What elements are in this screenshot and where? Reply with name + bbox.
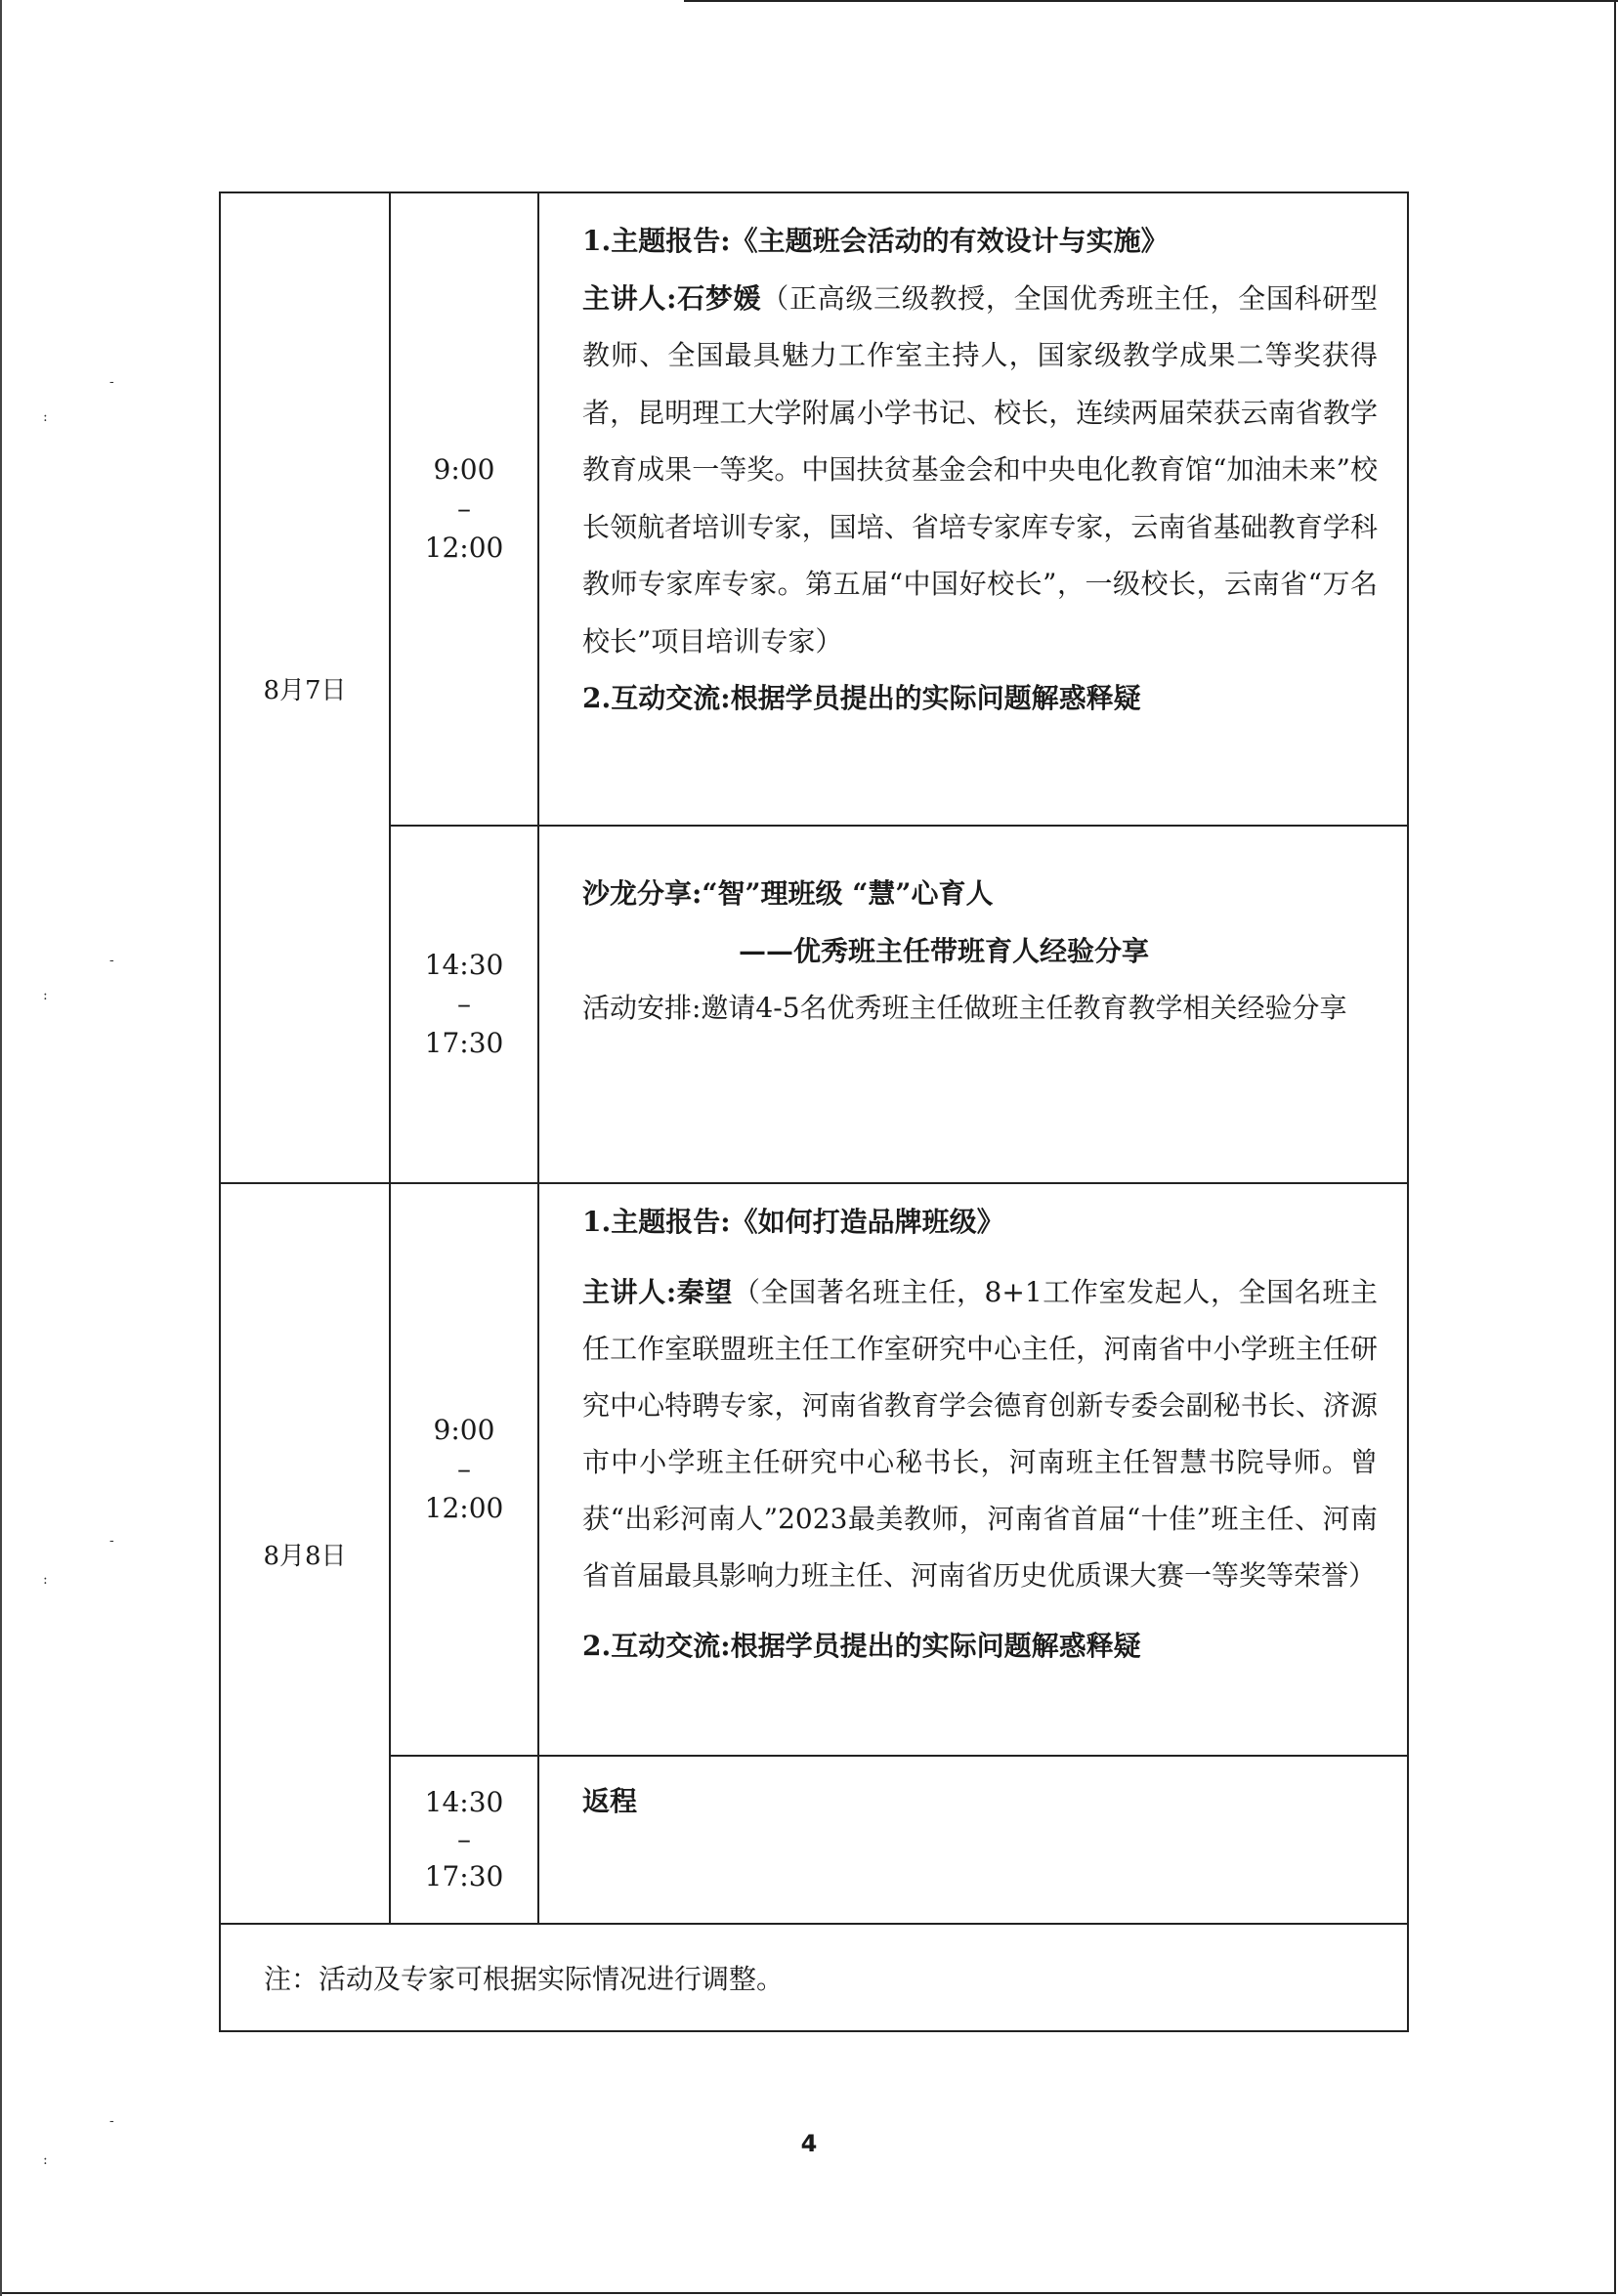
speaker-label: 主讲人:石梦媛 bbox=[582, 281, 762, 315]
note-cell bbox=[220, 1924, 1408, 2031]
salon-title: 沙龙分享:“智”理班级 “慧”心育人 bbox=[582, 877, 994, 910]
top-border-line bbox=[684, 0, 1618, 2]
table-row bbox=[220, 1924, 1408, 2031]
time-end: 17:30 bbox=[424, 1027, 504, 1059]
schedule-table bbox=[219, 191, 1409, 2032]
content-cell bbox=[538, 826, 1408, 1183]
table-row bbox=[220, 192, 1408, 826]
left-edge-line bbox=[0, 0, 2, 2296]
speaker-label: 主讲人:秦望 bbox=[582, 1276, 734, 1308]
time-end: 17:30 bbox=[424, 1860, 504, 1892]
time-cell bbox=[390, 826, 538, 1183]
time-start: 9:00 bbox=[433, 1414, 495, 1446]
scan-mark: - bbox=[109, 953, 114, 968]
time-separator: – bbox=[457, 1823, 471, 1855]
speaker-info bbox=[582, 271, 1378, 671]
date-cell-day2 bbox=[220, 1183, 390, 1924]
page-number: 4 bbox=[800, 2130, 818, 2157]
date-label: 8月7日 bbox=[263, 675, 347, 705]
time-separator: – bbox=[457, 988, 471, 1020]
time-cell bbox=[390, 1756, 538, 1924]
scan-mark: - bbox=[109, 2113, 114, 2129]
time-start: 9:00 bbox=[433, 453, 495, 486]
salon-subtitle: ——优秀班主任带班育人经验分享 bbox=[739, 934, 1150, 967]
time-start: 14:30 bbox=[424, 949, 504, 981]
time-cell bbox=[390, 192, 538, 826]
note-text: 注：活动及专家可根据实际情况进行调整。 bbox=[264, 1963, 785, 1995]
time-separator: – bbox=[457, 1453, 471, 1485]
date-label: 8月8日 bbox=[263, 1541, 347, 1571]
interaction-item: 2.互动交流:根据学员提出的实际问题解惑释疑 bbox=[582, 682, 1141, 714]
return-label: 返程 bbox=[582, 1785, 638, 1817]
table-row bbox=[220, 1756, 1408, 1924]
time-end: 12:00 bbox=[424, 1492, 504, 1524]
content-cell bbox=[538, 1756, 1408, 1924]
interaction-item: 2.互动交流:根据学员提出的实际问题解惑释疑 bbox=[582, 1630, 1141, 1662]
scan-mark: : bbox=[43, 2152, 48, 2168]
table-row bbox=[220, 826, 1408, 1183]
scan-mark: - bbox=[109, 374, 114, 390]
scan-mark: : bbox=[43, 988, 48, 1003]
time-start: 14:30 bbox=[424, 1786, 504, 1818]
report-title: 1.主题报告:《主题班会活动的有效设计与实施》 bbox=[582, 225, 1169, 257]
date-cell-day1 bbox=[220, 192, 390, 1183]
content-cell bbox=[538, 1183, 1408, 1756]
time-separator: – bbox=[457, 492, 471, 525]
content-cell bbox=[538, 192, 1408, 826]
scan-mark: - bbox=[109, 1533, 114, 1549]
activity-arrangement: 活动安排:邀请4-5名优秀班主任做班主任教育教学相关经验分享 bbox=[582, 992, 1347, 1024]
time-end: 12:00 bbox=[424, 531, 504, 564]
scan-mark: : bbox=[43, 1572, 48, 1588]
report-title: 1.主题报告:《如何打造品牌班级》 bbox=[582, 1206, 1004, 1238]
speaker-bio: （全国著名班主任，8+1工作室发起人，全国名班主任工作室联盟班主任工作室研究中心主任，河南省中小学班主任研究中心特聘专家，河南省教育学会德育创新专委会副秘书长、济源市中小学班主任研究中心秘书长，河南班主任智慧书院导师。曾获“出彩河南人”2023最美教师，河南省首届“十佳”班主任、河南省首届最具影响力班主任、河南省历史优质课大赛一等奖等荣誉） bbox=[582, 1276, 1379, 1592]
time-cell bbox=[390, 1183, 538, 1756]
scan-mark: : bbox=[43, 409, 48, 425]
speaker-bio: （正高级三级教授，全国优秀班主任，全国科研型教师、全国最具魅力工作室主持人，国家级教学成果二等奖获得者，昆明理工大学附属小学书记、校长，连续两届荣获云南省教学教育成果一等奖。中国扶贫基金会和中央电化教育馆“加油未来”校长领航者培训专家，国培、省培专家库专家，云南省基础教育学科教师专家库专家。第五届“中国好校长”，一级校长，云南省“万名校长”项目培训专家） bbox=[582, 281, 1378, 658]
table-row bbox=[220, 1183, 1408, 1756]
speaker-info bbox=[582, 1264, 1378, 1604]
